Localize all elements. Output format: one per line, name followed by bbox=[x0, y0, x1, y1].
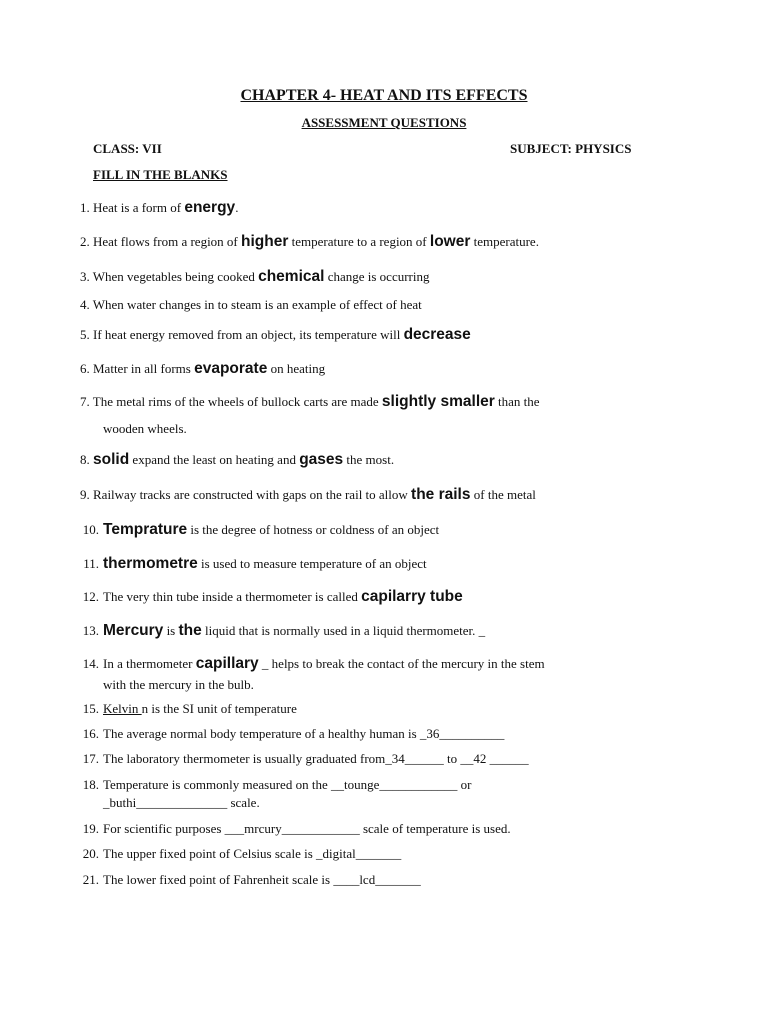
question-number: 18. bbox=[82, 777, 99, 792]
question-13 bbox=[75, 622, 485, 640]
question-4 bbox=[80, 296, 422, 314]
answer-text: capillary bbox=[195, 655, 259, 672]
question-11 bbox=[75, 555, 427, 573]
question-text: When vegetables being cooked bbox=[92, 269, 259, 284]
answer-text: thermometre bbox=[103, 555, 198, 572]
question-text: is used to measure temperature of an object bbox=[197, 556, 427, 571]
question-14-continuation: with the mercury in the bulb. bbox=[103, 677, 254, 692]
answer-text: chemical bbox=[258, 268, 325, 285]
question-number: 13. bbox=[82, 623, 99, 638]
question-text: Matter in all forms bbox=[93, 361, 195, 376]
answer-text: Temprature bbox=[103, 521, 188, 538]
question-3 bbox=[80, 268, 430, 286]
question-text: is bbox=[163, 623, 179, 638]
question-text: Heat is a form of bbox=[93, 200, 185, 215]
question-number: 15. bbox=[82, 701, 99, 716]
subject-label: SUBJECT: PHYSICS bbox=[510, 141, 632, 156]
question-number: 17. bbox=[82, 751, 99, 766]
answer-text: solid bbox=[93, 451, 130, 468]
question-text: expand the least on heating and bbox=[129, 452, 300, 467]
answer-text: lower bbox=[429, 233, 471, 250]
question-text: the most. bbox=[343, 452, 395, 467]
question-text: n is the SI unit of temperature bbox=[141, 701, 297, 716]
question-text: The very thin tube inside a thermometer is called bbox=[103, 589, 362, 604]
question-text: is the degree of hotness or coldness of an object bbox=[187, 522, 440, 537]
question-text: temperature. bbox=[470, 234, 539, 249]
question-21 bbox=[75, 871, 421, 889]
question-2 bbox=[80, 233, 539, 251]
question-number: 11. bbox=[83, 556, 99, 571]
question-number: 7. bbox=[80, 394, 90, 409]
answer-text: gases bbox=[299, 451, 344, 468]
class-label: CLASS: VII bbox=[93, 141, 162, 156]
question-text: than the bbox=[494, 394, 540, 409]
question-number: 5. bbox=[80, 327, 90, 342]
question-19 bbox=[75, 820, 511, 838]
question-text: of the metal bbox=[470, 487, 536, 502]
question-number: 10. bbox=[82, 522, 99, 537]
question-number: 14. bbox=[82, 656, 99, 671]
question-18-continuation: _buthi______________ scale. bbox=[103, 795, 260, 810]
question-text: temperature to a region of bbox=[288, 234, 430, 249]
question-number: 9. bbox=[80, 487, 90, 502]
question-1 bbox=[80, 199, 238, 217]
question-text: Railway tracks are constructed with gaps on the rail to allow bbox=[93, 487, 412, 502]
answer-text: evaporate bbox=[194, 360, 268, 377]
question-number: 3. bbox=[80, 269, 90, 284]
question-text: When water changes in to steam is an example of effect of heat bbox=[92, 297, 422, 312]
question-9 bbox=[80, 486, 536, 504]
question-8 bbox=[80, 451, 394, 469]
answer-text: Kelvin bbox=[103, 701, 142, 716]
question-number: 19. bbox=[82, 821, 99, 836]
question-text: In a thermometer bbox=[103, 656, 196, 671]
question-20 bbox=[75, 845, 401, 863]
answer-text: the rails bbox=[411, 486, 471, 503]
question-number: 6. bbox=[80, 361, 90, 376]
question-number: 8. bbox=[80, 452, 90, 467]
question-18 bbox=[75, 776, 471, 794]
question-text: on heating bbox=[267, 361, 326, 376]
question-text: The upper fixed point of Celsius scale is _digital_______ bbox=[103, 846, 402, 861]
question-number: 21. bbox=[82, 872, 99, 887]
question-text: For scientific purposes ___mrcury____________ scale of temperature is used. bbox=[103, 821, 511, 836]
question-16 bbox=[75, 725, 504, 743]
question-text: The lower fixed point of Fahrenheit scale is ____lcd_______ bbox=[103, 872, 421, 887]
question-17 bbox=[75, 750, 529, 768]
question-number: 16. bbox=[82, 726, 99, 741]
question-text: The average normal body temperature of a healthy human is _36__________ bbox=[103, 726, 505, 741]
question-number: 12. bbox=[82, 589, 99, 604]
question-12 bbox=[75, 588, 463, 606]
answer-text: Mercury bbox=[103, 622, 164, 639]
question-number: 20. bbox=[82, 846, 99, 861]
question-number: 1. bbox=[80, 200, 90, 215]
question-text: The laboratory thermometer is usually graduated from_34______ to __42 ______ bbox=[103, 751, 529, 766]
question-14 bbox=[75, 655, 545, 673]
answer-text: higher bbox=[241, 233, 289, 250]
question-text: . bbox=[235, 200, 239, 215]
answer-text: slightly smaller bbox=[381, 393, 495, 410]
question-number: 2. bbox=[80, 234, 90, 249]
question-text: Heat flows from a region of bbox=[93, 234, 242, 249]
question-5 bbox=[80, 326, 471, 344]
question-text: The metal rims of the wheels of bullock carts are made bbox=[92, 394, 382, 409]
question-7 bbox=[80, 393, 540, 411]
question-text: liquid that is normally used in a liquid thermometer. _ bbox=[201, 623, 486, 638]
answer-text: decrease bbox=[403, 326, 471, 343]
page-subtitle: ASSESSMENT QUESTIONS bbox=[301, 115, 467, 130]
page-title: CHAPTER 4- HEAT AND ITS EFFECTS bbox=[240, 87, 528, 104]
answer-text: the bbox=[178, 622, 202, 639]
section-heading: FILL IN THE BLANKS bbox=[93, 167, 228, 182]
answer-text: capilarry tube bbox=[361, 588, 463, 605]
question-6 bbox=[80, 360, 325, 378]
question-text: If heat energy removed from an object, its temperature will bbox=[93, 327, 404, 342]
question-text: _ helps to break the contact of the mercury in the stem bbox=[258, 656, 545, 671]
question-text: Temperature is commonly measured on the __tounge____________ or bbox=[103, 777, 472, 792]
question-15 bbox=[75, 700, 297, 718]
question-7-continuation: wooden wheels. bbox=[103, 421, 187, 436]
answer-text: energy bbox=[184, 199, 236, 216]
question-number: 4. bbox=[80, 297, 90, 312]
question-10 bbox=[75, 521, 439, 539]
question-text: change is occurring bbox=[324, 269, 430, 284]
